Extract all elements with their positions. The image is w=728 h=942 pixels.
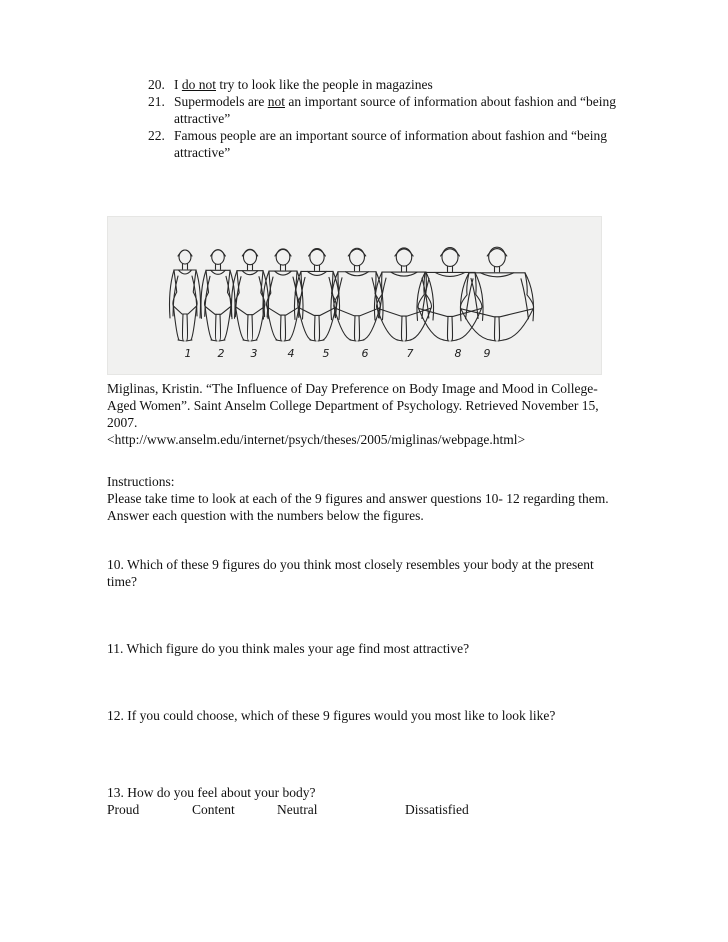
answer-option[interactable]: Dissatisfied (405, 802, 469, 817)
question-12: 12. If you could choose, which of these 9 figures would you most like to look like? (107, 708, 556, 723)
figure-number-label: 5 (322, 347, 330, 360)
item-number: 22. (148, 128, 165, 143)
citation-text: Miglinas, Kristin. “The Influence of Day Preference on Body Image and Mood in College-Aged Women”. Saint Anselm College Department of Psychology. Retrieved November 15, 2007. (107, 381, 599, 430)
body-figure (170, 250, 201, 341)
body-figures-image (107, 216, 602, 375)
figure-number-label: 4 (287, 347, 295, 360)
figure-number-label: 2 (217, 347, 225, 360)
question-11: 11. Which figure do you think males your age find most attractive? (107, 641, 470, 656)
body-figure (263, 249, 303, 341)
citation (107, 380, 612, 448)
figure-number-label: 7 (406, 347, 414, 360)
list-item (148, 76, 618, 93)
figure-number-label: 9 (483, 347, 491, 360)
answer-options (107, 801, 612, 818)
question-10: 10. Which of these 9 figures do you think most closely resembles your body at the present time? (107, 557, 594, 589)
body-figures-drawing (108, 217, 601, 374)
body-figure (417, 248, 483, 341)
question-13: 13. How do you feel about your body? (107, 785, 316, 800)
figure-number-label: 3 (250, 347, 258, 360)
answer-option[interactable]: Content (192, 802, 235, 817)
body-figure (294, 249, 339, 341)
answer-option[interactable]: Proud (107, 802, 140, 817)
statement-list (148, 76, 618, 161)
instructions (107, 473, 612, 524)
body-figure (460, 247, 533, 341)
item-number: 20. (148, 77, 165, 92)
figure-number-label: 6 (361, 347, 369, 360)
item-text: I do not try to look like the people in magazines (174, 77, 433, 92)
item-number: 21. (148, 94, 165, 109)
instructions-body: Please take time to look at each of the 9 figures and answer questions 10- 12 regarding them. Answer each question with the numbers below the figures. (107, 491, 609, 523)
list-item (148, 93, 618, 127)
answer-option[interactable]: Neutral (277, 802, 318, 817)
item-text: Famous people are an important source of information about fashion and “being attractive” (174, 128, 608, 160)
citation-url: <http://www.anselm.edu/internet/psych/theses/2005/miglinas/webpage.html> (107, 432, 526, 447)
list-item (148, 127, 618, 161)
item-text: Supermodels are not an important source of information about fashion and “being attractive” (174, 94, 617, 126)
figure-number-label: 1 (184, 347, 192, 360)
instructions-heading: Instructions: (107, 474, 175, 489)
figure-number-label: 8 (454, 347, 462, 360)
body-figure (201, 250, 235, 341)
